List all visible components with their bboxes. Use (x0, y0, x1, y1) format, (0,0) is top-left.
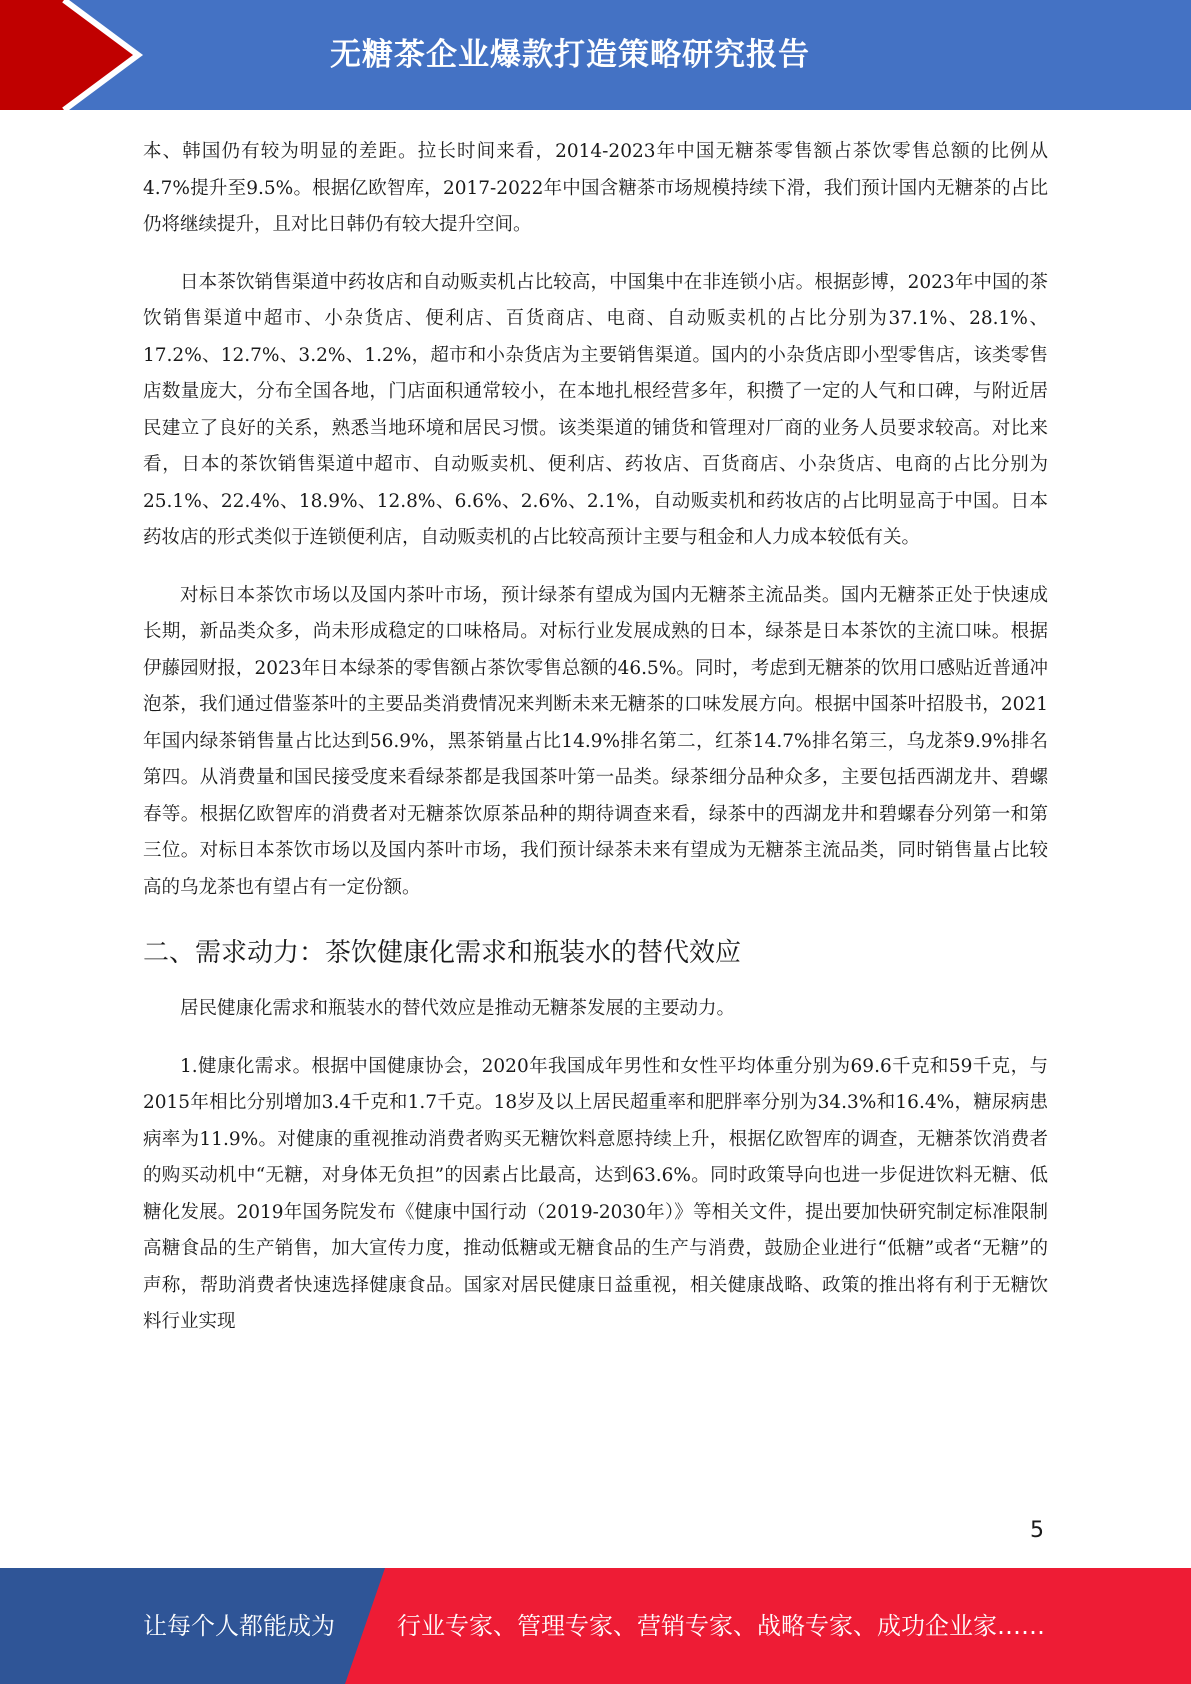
paragraph: 1.健康化需求。根据中国健康协会，2020年我国成年男性和女性平均体重分别为69.6千克和59千克，与2015年相比分别增加3.4千克和1.7千克。18岁及以上居民超重率和肥胖率分别为34.3%和16.4%，糖尿病患病率为11.9%。对健康的重视推动消费者购买无糖饮料意愿持续上升，根据亿欧智库的调查，无糖茶饮消费者的购买动机中“无糖，对身体无负担”的因素占比最高，达到63.6%。同时政策导向也进一步促进饮料无糖、低糖化发展。2019年国务院发布《健康中国行动（2019-2030年）》等相关文件，提出要加快研究制定标准限制高糖食品的生产销售，加大宣传力度，推动低糖或无糖食品的生产与消费，鼓励企业进行“低糖”或者“无糖”的声称，帮助消费者快速选择健康食品。国家对居民健康日益重视，相关健康战略、政策的推出将有利于无糖饮料行业实现 (143, 1055, 1048, 1332)
paragraph: 本、韩国仍有较为明显的差距。拉长时间来看，2014-2023年中国无糖茶零售额占茶饮零售总额的比例从4.7%提升至9.5%。根据亿欧智库，2017-2022年中国含糖茶市场规模持续下滑，我们预计国内无糖茶的占比仍将继续提升，且对比日韩仍有较大提升空间。 (143, 141, 1048, 235)
page-number: 5 (1030, 1518, 1044, 1543)
page-header (0, 0, 1191, 110)
paragraph: 日本茶饮销售渠道中药妆店和自动贩卖机占比较高，中国集中在非连锁小店。根据彭博，2023年中国的茶饮销售渠道中超市、小杂货店、便利店、百货商店、电商、自动贩卖机的占比分别为37.1%、28.1%、17.2%、12.7%、3.2%、1.2%，超市和小杂货店为主要销售渠道。国内的小杂货店即小型零售店，该类零售店数量庞大，分布全国各地，门店面积通常较小，在本地扎根经营多年，积攒了一定的人气和口碑，与附近居民建立了良好的关系，熟悉当地环境和居民习惯。该类渠道的铺货和管理对厂商的业务人员要求较高。对比来看，日本的茶饮销售渠道中超市、自动贩卖机、便利店、药妆店、百货商店、小杂货店、电商的占比分别为25.1%、22.4%、18.9%、12.8%、6.6%、2.6%、2.1%，自动贩卖机和药妆店的占比明显高于中国。日本药妆店的形式类似于连锁便利店，自动贩卖机的占比较高预计主要与租金和人力成本较低有关。 (143, 271, 1048, 548)
page-footer (0, 1568, 1191, 1684)
paragraph: 对标日本茶饮市场以及国内茶叶市场，预计绿茶有望成为国内无糖茶主流品类。国内无糖茶正处于快速成长期，新品类众多，尚未形成稳定的口味格局。对标行业发展成熟的日本，绿茶是日本茶饮的主流口味。根据伊藤园财报，2023年日本绿茶的零售额占茶饮零售总额的46.5%。同时，考虑到无糖茶的饮用口感贴近普通冲泡茶，我们通过借鉴茶叶的主要品类消费情况来判断未来无糖茶的口味发展方向。根据中国茶叶招股书，2021年国内绿茶销售量占比达到56.9%，黑茶销量占比14.9%排名第二，红茶14.7%排名第三，乌龙茶9.9%排名第四。从消费量和国民接受度来看绿茶都是我国茶叶第一品类。绿茶细分品种众多，主要包括西湖龙井、碧螺春等。根据亿欧智库的消费者对无糖茶饮原茶品种的期待调查来看，绿茶中的西湖龙井和碧螺春分列第一和第三位。对标日本茶饮市场以及国内茶叶市场，我们预计绿茶未来有望成为无糖茶主流品类，同时销售量占比较高的乌龙茶也有望占有一定份额。 (143, 584, 1048, 898)
report-title: 无糖茶企业爆款打造策略研究报告 (330, 37, 810, 73)
chevron-decoration (0, 0, 160, 110)
paragraph: 居民健康化需求和瓶装水的替代效应是推动无糖茶发展的主要动力。 (180, 998, 736, 1019)
document-body (143, 134, 1048, 1362)
footer-slogan-left: 让每个人都能成为 (143, 1612, 335, 1640)
section-heading: 二、需求动力：茶饮健康化需求和瓶装水的替代效应 (143, 938, 742, 968)
footer-slogan-right: 行业专家、管理专家、营销专家、战略专家、成功企业家…… (397, 1612, 1045, 1640)
